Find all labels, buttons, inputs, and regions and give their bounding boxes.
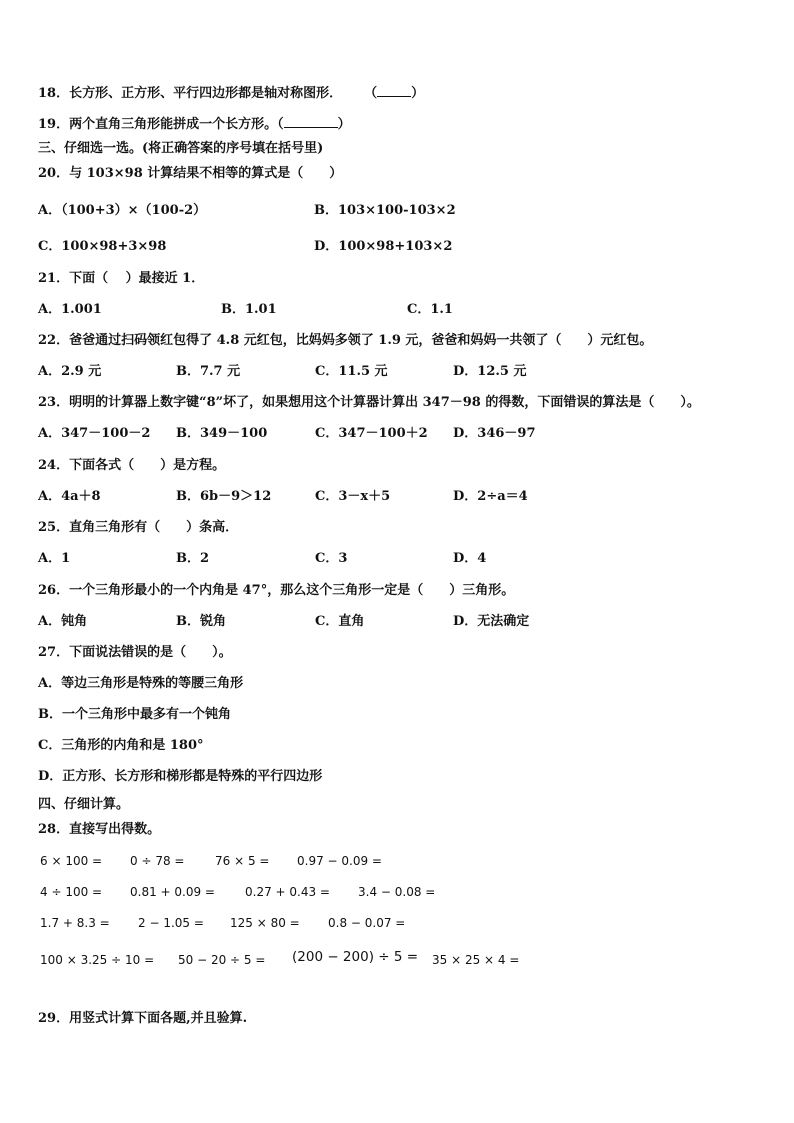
question-27-option-d[interactable]: D．正方形、长方形和梯形都是特殊的平行四边形	[38, 769, 323, 784]
question-27-option-c[interactable]: C．三角形的内角和是 180°	[38, 738, 204, 753]
question-26-option-c[interactable]: C．直角	[315, 614, 365, 629]
question-22-option-d[interactable]: D．12.5 元	[453, 364, 527, 379]
calc-item: 76 × 5 =	[215, 854, 270, 868]
question-22-stem: 22．爸爸通过扫码领红包得了 4.8 元红包，比妈妈多领了 1.9 元，爸爸和妈妈一共领了（ ）元红包。	[38, 333, 653, 348]
question-19: 19．两个直角三角形能拼成一个长方形。（ ）	[38, 117, 351, 132]
question-28-stem: 28．直接写出得数。	[38, 822, 161, 837]
question-23-option-c[interactable]: C．347－100＋2	[315, 426, 428, 441]
question-25-option-b[interactable]: B．2	[176, 551, 210, 566]
calc-item: 125 × 80 =	[230, 916, 300, 930]
calc-item: 0.8 − 0.07 =	[328, 916, 406, 930]
question-24-stem: 24．下面各式（ ）是方程。	[38, 458, 226, 473]
question-23-option-d[interactable]: D．346－97	[453, 426, 536, 441]
calc-item: 6 × 100 =	[40, 854, 103, 868]
question-26-option-d[interactable]: D．无法确定	[453, 614, 530, 629]
calc-item: 2 − 1.05 =	[138, 916, 204, 930]
question-22-option-a[interactable]: A．2.9 元	[38, 364, 102, 379]
section-3-heading: 三、仔细选一选。(将正确答案的序号填在括号里)	[38, 141, 324, 156]
question-21-option-b[interactable]: B．1.01	[221, 302, 277, 317]
question-24-option-d[interactable]: D．2÷a＝4	[453, 489, 528, 504]
calc-item: 100 × 3.25 ÷ 10 =	[40, 953, 155, 967]
calc-item: 0 ÷ 78 =	[130, 854, 185, 868]
question-18-text: 18．长方形、正方形、平行四边形都是轴对称图形．	[38, 86, 343, 101]
question-20-option-a[interactable]: A．（100+3）×（100-2）	[38, 203, 207, 218]
calc-item: 50 − 20 ÷ 5 =	[178, 953, 266, 967]
answer-blank[interactable]	[284, 115, 338, 128]
question-24-option-b[interactable]: B．6b－9＞12	[176, 489, 272, 504]
question-23-stem: 23．明明的计算器上数字键“8”坏了，如果想用这个计算器计算出 347－98 的得数，下面错误的算法是（ ）。	[38, 395, 700, 410]
question-26-option-b[interactable]: B．锐角	[176, 614, 226, 629]
question-26-stem: 26．一个三角形最小的一个内角是 47°，那么这个三角形一定是（ ）三角形。	[38, 583, 515, 598]
section-4-heading: 四、仔细计算。	[38, 797, 130, 812]
question-24-option-a[interactable]: A．4a＋8	[38, 489, 101, 504]
question-22-option-b[interactable]: B．7.7 元	[176, 364, 241, 379]
question-25-option-c[interactable]: C．3	[315, 551, 348, 566]
question-23-option-a[interactable]: A．347－100－2	[38, 426, 151, 441]
question-27-stem: 27．下面说法错误的是（ ）。	[38, 645, 232, 660]
question-22-option-c[interactable]: C．11.5 元	[315, 364, 388, 379]
calc-item: 0.81 + 0.09 =	[130, 885, 215, 899]
question-20-option-c[interactable]: C．100×98+3×98	[38, 239, 167, 254]
question-25-stem: 25．直角三角形有（ ）条高．	[38, 520, 239, 535]
question-26-option-a[interactable]: A．钝角	[38, 614, 88, 629]
question-25-option-d[interactable]: D．4	[453, 551, 487, 566]
calc-item: 0.27 + 0.43 =	[245, 885, 330, 899]
question-21-option-a[interactable]: A．1.001	[38, 302, 102, 317]
question-29: 29．用竖式计算下面各题,并且验算.	[38, 1011, 248, 1026]
calc-item: 4 ÷ 100 =	[40, 885, 103, 899]
calc-item: 1.7 + 8.3 =	[40, 916, 110, 930]
question-19-text: 19．两个直角三角形能拼成一个长方形。	[38, 117, 278, 132]
question-20-option-d[interactable]: D．100×98+103×2	[314, 239, 453, 254]
question-27-option-a[interactable]: A．等边三角形是特殊的等腰三角形	[38, 676, 244, 691]
question-20-stem: 20．与 103×98 计算结果不相等的算式是（ ）	[38, 166, 343, 181]
question-24-option-c[interactable]: C．3－x＋5	[315, 489, 391, 504]
question-18: 18．长方形、正方形、平行四边形都是轴对称图形． （ ）	[38, 86, 425, 101]
question-23-option-b[interactable]: B．349－100	[176, 426, 268, 441]
calc-item: (200 − 200) ÷ 5 =	[292, 949, 419, 965]
question-21-option-c[interactable]: C．1.1	[407, 302, 453, 317]
question-25-option-a[interactable]: A．1	[38, 551, 71, 566]
calc-item: 0.97 − 0.09 =	[297, 854, 382, 868]
question-21-stem: 21．下面（ ）最接近 1．	[38, 271, 205, 286]
question-20-option-b[interactable]: B．103×100-103×2	[314, 203, 456, 218]
question-27-option-b[interactable]: B．一个三角形中最多有一个钝角	[38, 707, 231, 722]
calc-item: 3.4 − 0.08 =	[358, 885, 436, 899]
calc-item: 35 × 25 × 4 =	[432, 953, 520, 967]
answer-blank[interactable]	[377, 84, 411, 97]
